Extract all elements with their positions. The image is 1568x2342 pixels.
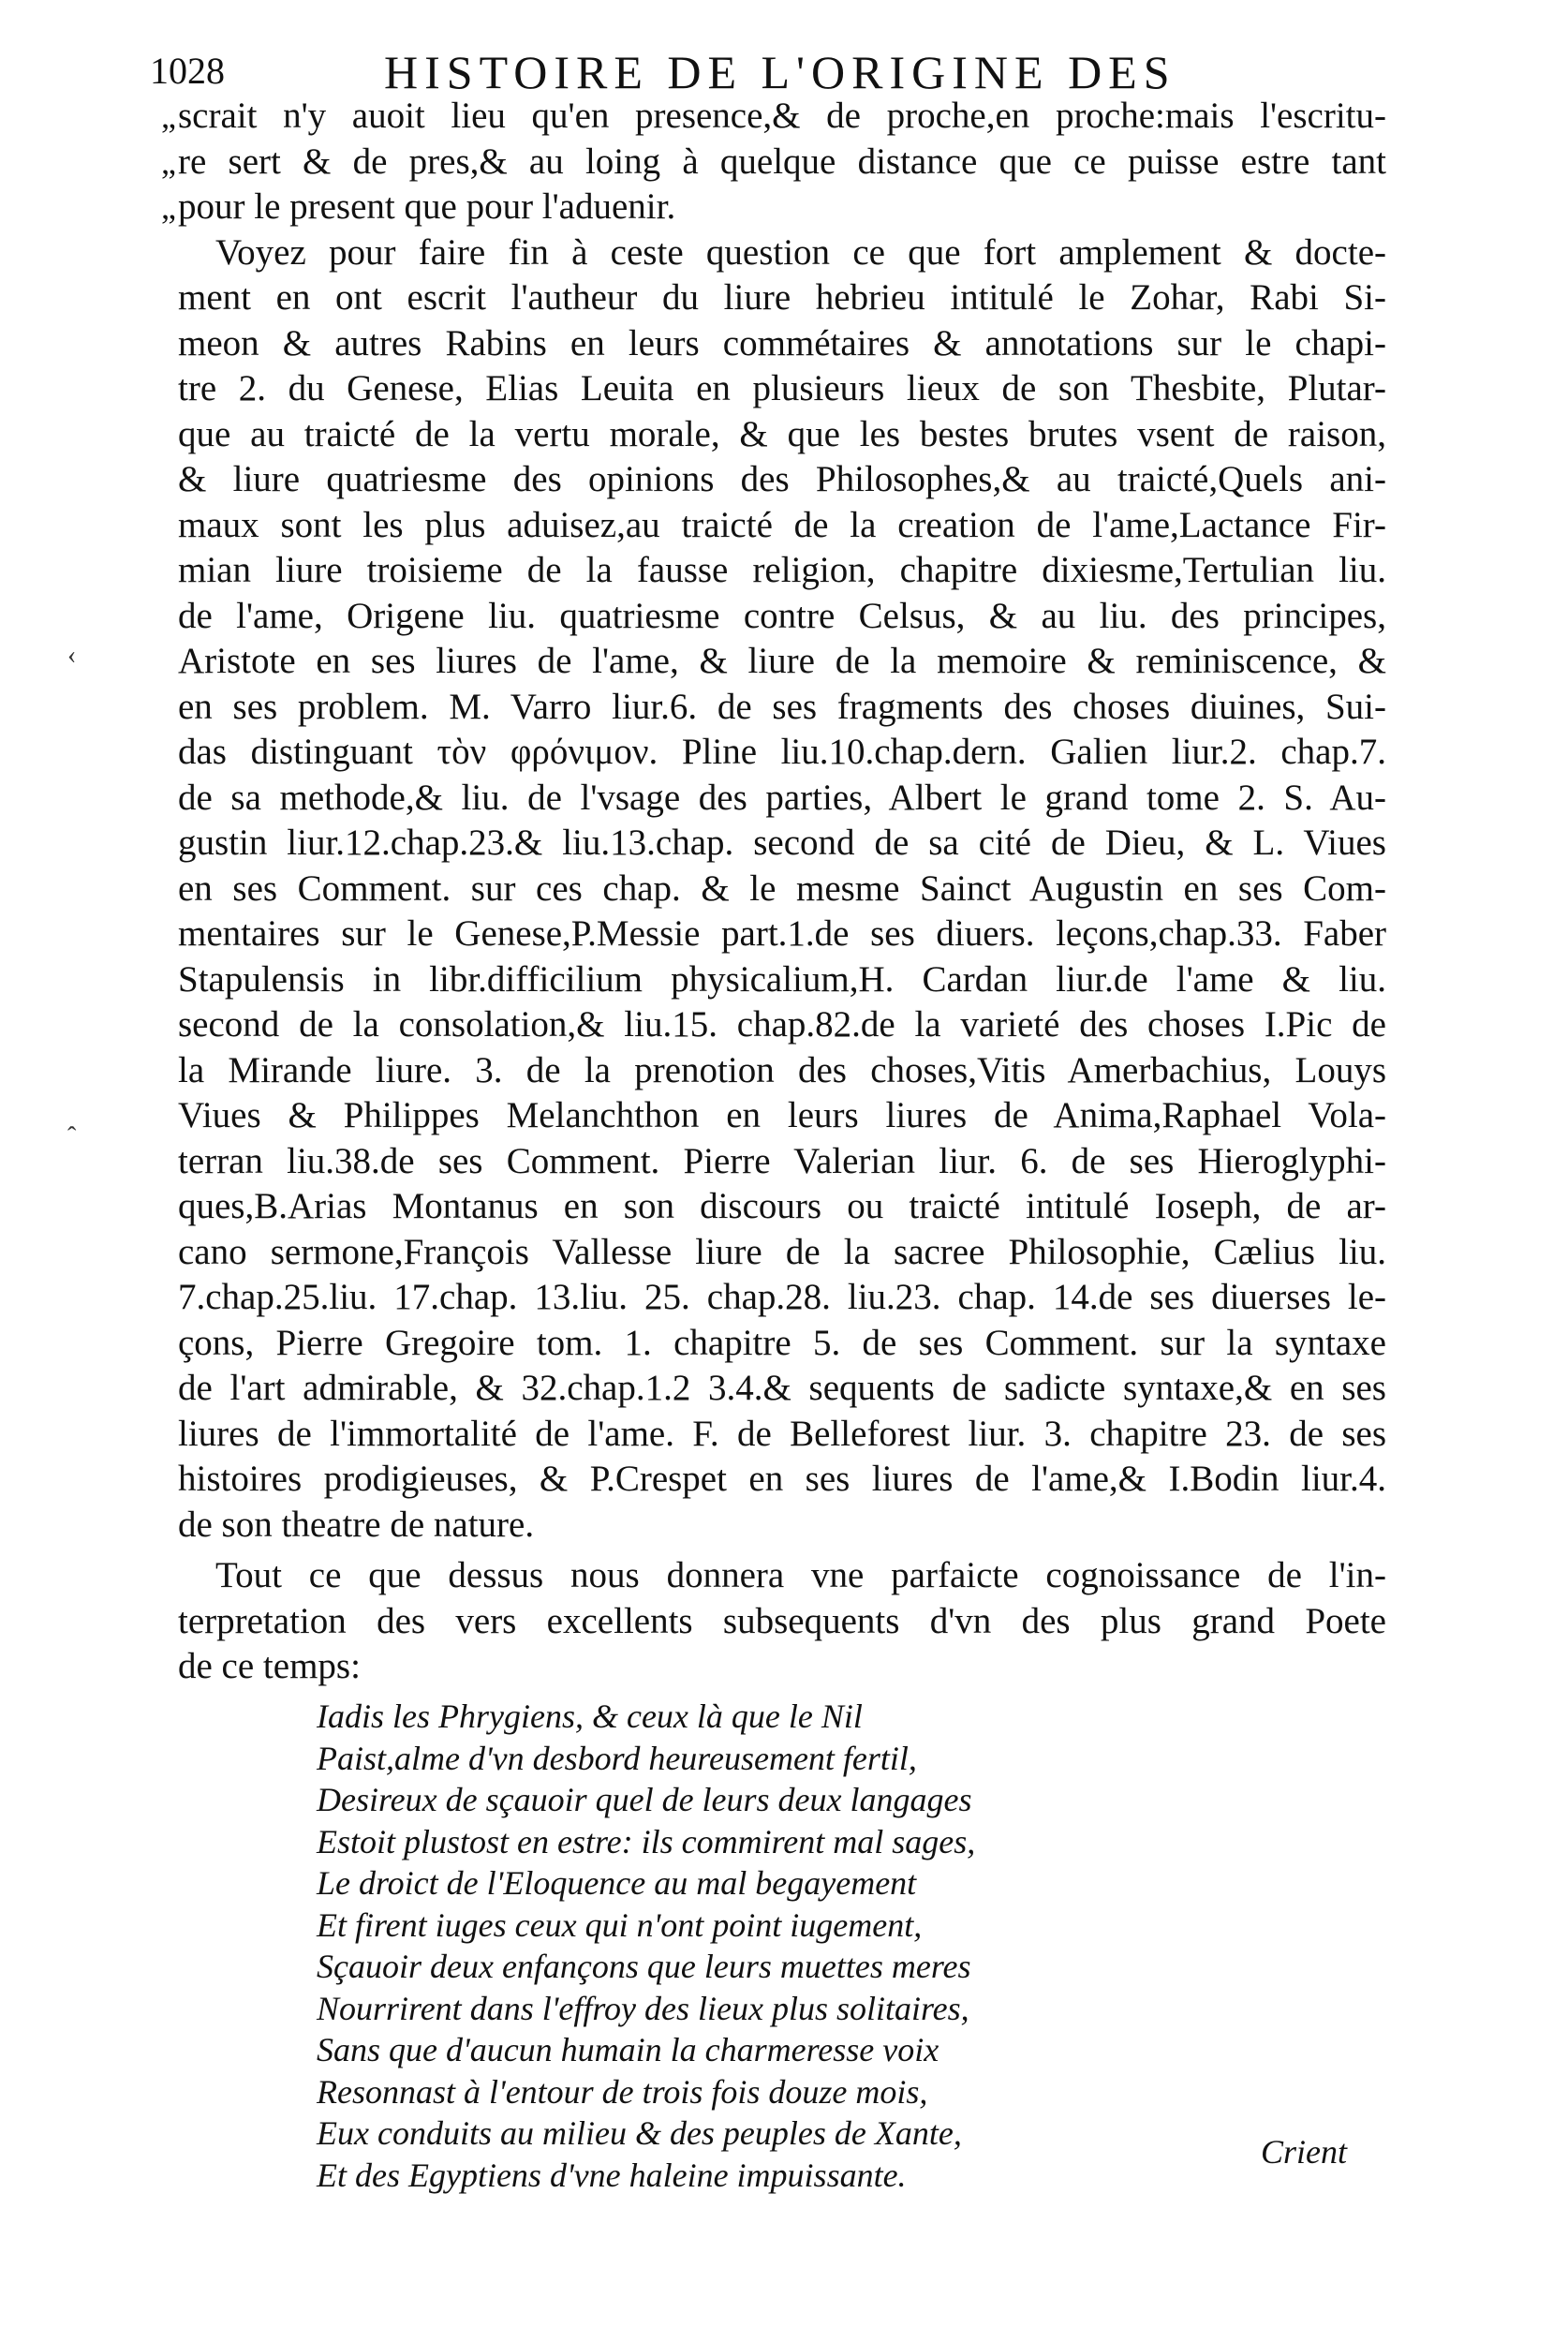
text-line: de son theatre de nature. [178, 1504, 535, 1545]
margin-mark: ‹ [67, 641, 77, 670]
text-line: gustin liur.12.chap.23.& liu.13.chap. second de sa cité de Dieu, & L. Viues [178, 823, 1386, 863]
text-line: Aristote en ses liures de l'ame, & liure de la memoire & reminiscence, & [178, 641, 1386, 681]
text-line: liures de l'immortalité de l'ame. F. de Belleforest liur. 3. chapitre 23. de ses [178, 1413, 1386, 1454]
quotation-mark: „ [161, 142, 176, 181]
text-line: second de la consolation,& liu.15. chap.82.de la varieté des choses I.Pic de [178, 1004, 1386, 1045]
text-line: & liure quatriesme des opinions des Philosophes,& au traicté,Quels ani- [178, 459, 1386, 499]
text-line: terpretation des vers excellents subsequents d'vn des plus grand Poete [178, 1600, 1386, 1641]
page-number: 1028 [150, 50, 225, 92]
text-line: de l'art admirable, & 32.chap.1.2 3.4.& sequents de sadicte syntaxe,& en ses [178, 1368, 1386, 1408]
verse-line: Eux conduits au milieu & des peuples de Xante, [317, 2114, 962, 2152]
text-line: meon & autres Rabins en leurs commétaires & annotations sur le chapi- [178, 322, 1386, 363]
text-line: çons, Pierre Gregoire tom. 1. chapitre 5. de ses Comment. sur la syntaxe [178, 1322, 1386, 1363]
verse-line: Et des Egyptiens d'vne haleine impuissante. [317, 2156, 907, 2194]
text-line: cano sermone,François Vallesse liure de la sacree Philosophie, Cælius liu. [178, 1231, 1386, 1272]
text-line: Viues & Philippes Melanchthon en leurs liures de Anima,Raphael Vola- [178, 1095, 1386, 1135]
catchword: Crient [1261, 2133, 1348, 2171]
text-line: re sert & de pres,& au loing à quelque distance que ce puisse estre tant [178, 141, 1386, 182]
text-line: de l'ame, Origene liu. quatriesme contre Celsus, & au liu. des principes, [178, 595, 1386, 636]
text-line: la Mirande liure. 3. de la prenotion des choses,Vitis Amerbachius, Louys [178, 1049, 1386, 1090]
verse-line: Nourrirent dans l'effroy des lieux plus solitaires, [317, 1989, 969, 2027]
verse-line: Desireux de sçauoir quel de leurs deux langages [317, 1781, 972, 1818]
text-line: ques,B.Arias Montanus en son discours ou traicté intitulé Ioseph, de ar- [178, 1186, 1386, 1226]
verse-line: Iadis les Phrygiens, & ceux là que le Nil [317, 1697, 863, 1735]
quotation-mark: „ [161, 97, 176, 135]
text-line: ment en ont escrit l'autheur du liure hebrieu intitulé le Zohar, Rabi Si- [178, 277, 1386, 318]
text-line: scrait n'y auoit lieu qu'en presence,& de proche,en proche:mais l'escritu- [178, 96, 1386, 136]
verse-line: Paist,alme d'vn desbord heureusement fertil, [317, 1739, 917, 1777]
text-line: de ce temps: [178, 1646, 361, 1686]
text-line: das distinguant τὸν φρόνιμον. Pline liu.10.chap.dern. Galien liur.2. chap.7. [178, 732, 1386, 772]
text-line: mian liure troisieme de la fausse religion, chapitre dixiesme,Tertulian liu. [178, 550, 1386, 590]
text-line: maux sont les plus aduisez,au traicté de la creation de l'ame,Lactance Fir- [178, 504, 1386, 545]
margin-mark: ˆ [67, 1122, 77, 1151]
text-line: mentaires sur le Genese,P.Messie part.1.de ses diuers. leçons,chap.33. Faber [178, 913, 1386, 954]
text-line: Voyez pour faire fin à ceste question ce que fort amplement & docte- [215, 231, 1386, 273]
verse-line: Le droict de l'Eloquence au mal begayement [317, 1864, 917, 1902]
text-line: 7.chap.25.liu. 17.chap. 13.liu. 25. chap.28. liu.23. chap. 14.de ses diuerses le- [178, 1277, 1386, 1317]
running-title: HISTOIRE DE L'ORIGINE DES [384, 46, 1176, 98]
text-line: histoires prodigieuses, & P.Crespet en ses liures de l'ame,& I.Bodin liur.4. [178, 1459, 1386, 1499]
text-line: de sa methode,& liu. de l'vsage des parties, Albert le grand tome 2. S. Au- [178, 777, 1386, 818]
text-line: en ses Comment. sur ces chap. & le mesme Sainct Augustin en ses Com- [178, 867, 1386, 909]
text-line: en ses problem. M. Varro liur.6. de ses fragments des choses diuines, Sui- [178, 686, 1386, 727]
text-line: terran liu.38.de ses Comment. Pierre Valerian liur. 6. de ses Hieroglyphi- [178, 1140, 1386, 1181]
verse-line: Resonnast à l'entour de trois fois douze mois, [317, 2072, 928, 2111]
page-header [150, 45, 1405, 101]
quotation-mark: „ [161, 188, 176, 226]
verse-line: Estoit plustost en estre: ils commirent mal sages, [317, 1822, 976, 1860]
text-line: tre 2. du Genese, Elias Leuita en plusieurs lieux de son Thesbite, Plutar- [178, 368, 1386, 408]
text-line: que au traicté de la vertu morale, & que les bestes brutes vsent de raison, [178, 413, 1386, 454]
text-line: Tout ce que dessus nous donnera vne parfaicte cognoissance de l'in- [215, 1555, 1386, 1595]
verse-line: Sçauoir deux enfançons que leurs muettes meres [317, 1948, 971, 1985]
text-line: pour le present que pour l'aduenir. [178, 186, 676, 227]
verse-line: Et firent iuges ceux qui n'ont point iugement, [317, 1905, 923, 1944]
verse-line: Sans que d'aucun humain la charmeresse voix [317, 2031, 939, 2068]
text-line: Stapulensis in libr.difficilium physicalium,H. Cardan liur.de l'ame & liu. [178, 958, 1386, 1000]
